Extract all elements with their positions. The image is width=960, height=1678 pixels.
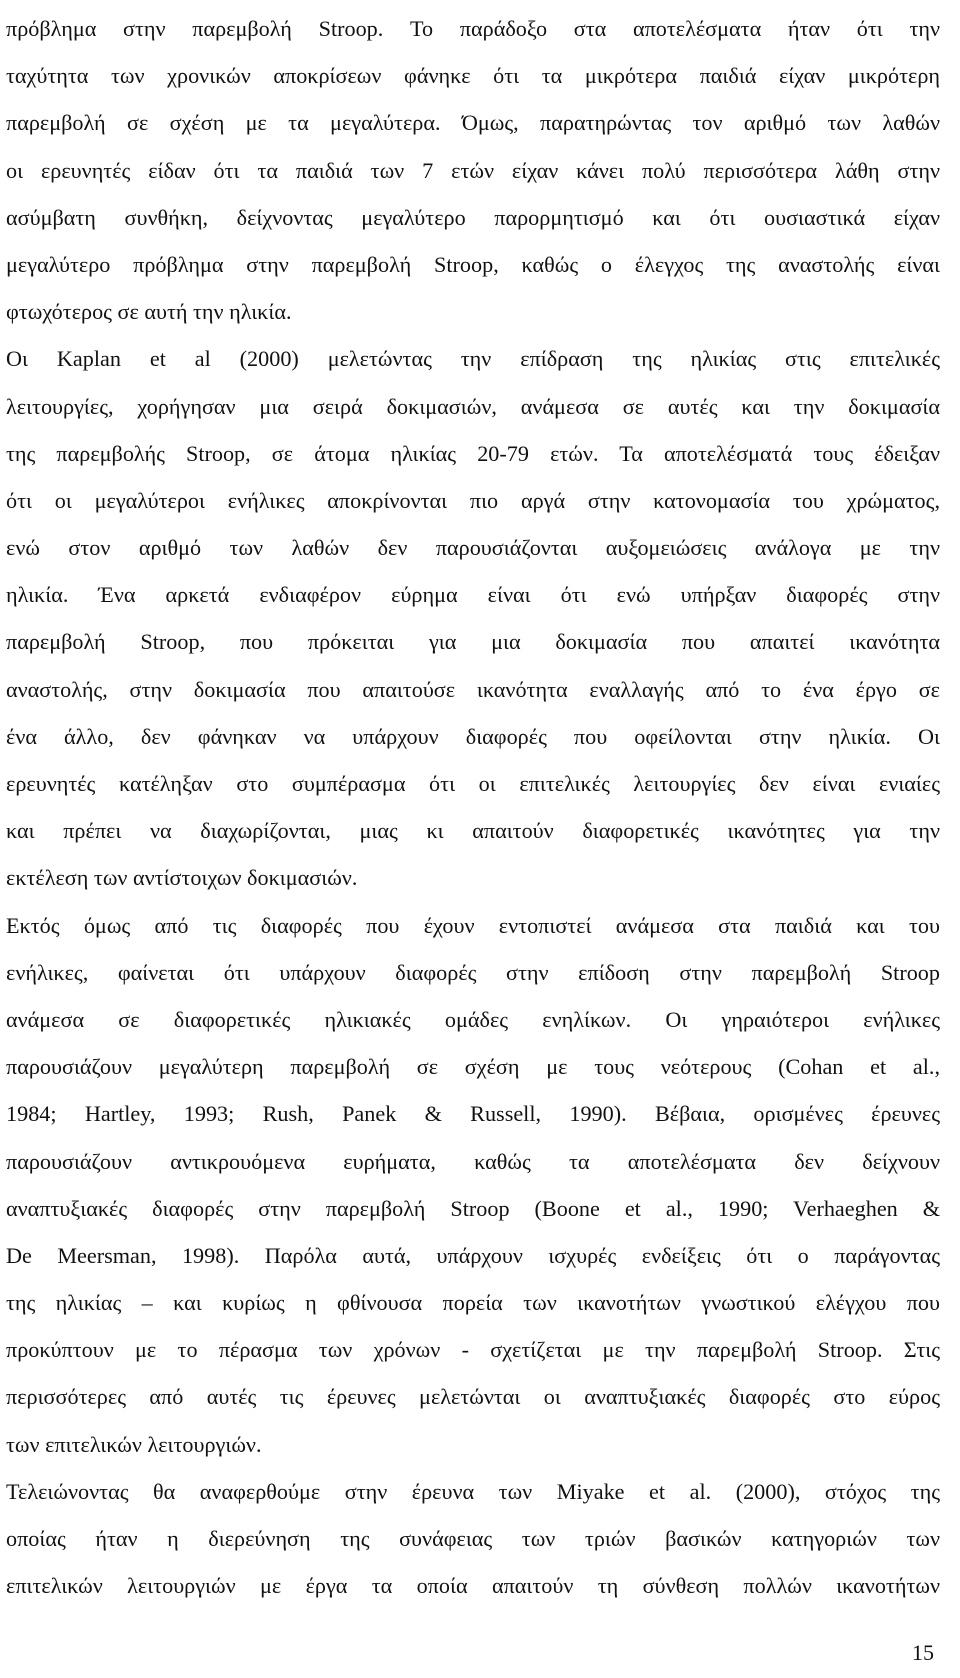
text-line: περισσότερες από αυτές τις έρευνες μελετώνται οι αναπτυξιακές διαφορές στο εύρος bbox=[6, 1384, 940, 1410]
text-line: επιτελικών λειτουργιών με έργα τα οποία απαιτούν τη σύνθεση πολλών ικανοτήτων bbox=[6, 1573, 940, 1599]
text-line: Οι Kaplan et al (2000) μελετώντας την επίδραση της ηλικίας στις επιτελικές bbox=[6, 346, 940, 372]
text-line: λειτουργίες, χορήγησαν μια σειρά δοκιμασιών, ανάμεσα σε αυτές και την δοκιμασία bbox=[6, 393, 940, 419]
text-line: αναστολής, στην δοκιμασία που απαιτούσε ικανότητα εναλλαγής από το ένα έργο σε bbox=[6, 676, 940, 702]
text-line: της ηλικίας – και κυρίως η φθίνουσα πορεία των ικανοτήτων γνωστικού ελέγχου που bbox=[6, 1290, 940, 1316]
paragraph-2 bbox=[6, 335, 940, 901]
text-line: ένα άλλο, δεν φάνηκαν να υπάρχουν διαφορές που οφείλονται στην ηλικία. Οι bbox=[6, 723, 940, 749]
text-line: της παρεμβολής Stroop, σε άτομα ηλικίας 20-79 ετών. Τα αποτελέσματά τους έδειξαν bbox=[6, 440, 940, 466]
text-line: εκτέλεση των αντίστοιχων δοκιμασιών. bbox=[6, 865, 358, 891]
text-line: και πρέπει να διαχωρίζονται, μιας κι απαιτούν διαφορετικές ικανότητες για την bbox=[6, 818, 940, 844]
paragraph-3 bbox=[6, 902, 940, 1468]
text-line: φτωχότερος σε αυτή την ηλικία. bbox=[6, 299, 292, 325]
paragraph-4 bbox=[6, 1468, 940, 1610]
page-number: 15 bbox=[912, 1640, 934, 1665]
text-line: οποίας ήταν η διερεύνηση της συνάφειας των τριών βασικών κατηγοριών των bbox=[6, 1526, 940, 1551]
text-line: 1984; Hartley, 1993; Rush, Panek & Russell, 1990). Βέβαια, ορισμένες έρευνες bbox=[6, 1101, 940, 1127]
paragraph-1 bbox=[6, 5, 940, 335]
text-line: πρόβλημα στην παρεμβολή Stroop. Το παράδοξο στα αποτελέσματα ήταν ότι την bbox=[6, 16, 940, 41]
text-line: ηλικία. Ένα αρκετά ενδιαφέρον εύρημα είναι ότι ενώ υπήρξαν διαφορές στην bbox=[6, 582, 940, 608]
text-line: ενώ στον αριθμό των λαθών δεν παρουσιάζονται αυξομειώσεις ανάλογα με την bbox=[6, 535, 940, 561]
text-line: ερευνητές κατέληξαν στο συμπέρασμα ότι οι επιτελικές λειτουργίες δεν είναι ενιαίες bbox=[6, 771, 940, 796]
text-line: ταχύτητα των χρονικών αποκρίσεων φάνηκε ότι τα μικρότερα παιδιά είχαν μικρότερη bbox=[6, 63, 940, 89]
text-line: παρουσιάζουν μεγαλύτερη παρεμβολή σε σχέση με τους νεότερους (Cohan et al., bbox=[6, 1054, 940, 1080]
text-line: προκύπτουν με το πέρασμα των χρόνων - σχετίζεται με την παρεμβολή Stroop. Στις bbox=[6, 1337, 940, 1363]
text-line: ότι οι μεγαλύτεροι ενήλικες αποκρίνονται πιο αργά στην κατονομασία του χρώματος, bbox=[6, 487, 940, 513]
text-line: ανάμεσα σε διαφορετικές ηλικιακές ομάδες ενηλίκων. Οι γηραιότεροι ενήλικες bbox=[6, 1006, 940, 1032]
text-line: De Meersman, 1998). Παρόλα αυτά, υπάρχουν ισχυρές ενδείξεις ότι ο παράγοντας bbox=[6, 1242, 940, 1268]
text-line: οι ερευνητές είδαν ότι τα παιδιά των 7 ετών είχαν κάνει πολύ περισσότερα λάθη στην bbox=[6, 157, 940, 183]
text-line: των επιτελικών λειτουργιών. bbox=[6, 1431, 262, 1457]
text-line: μεγαλύτερο πρόβλημα στην παρεμβολή Stroop, καθώς ο έλεγχος της αναστολής είναι bbox=[6, 251, 940, 277]
text-line: ενήλικες, φαίνεται ότι υπάρχουν διαφορές στην επίδοση στην παρεμβολή Stroop bbox=[6, 959, 940, 985]
text-line: ασύμβατη συνθήκη, δείχνοντας μεγαλύτερο παρορμητισμό και ότι ουσιαστικά είχαν bbox=[6, 204, 940, 230]
body-text bbox=[6, 5, 940, 1609]
text-line: παρεμβολή σε σχέση με τα μεγαλύτερα. Όμως, παρατηρώντας τον αριθμό των λαθών bbox=[6, 110, 940, 136]
text-line: αναπτυξιακές διαφορές στην παρεμβολή Stroop (Boone et al., 1990; Verhaeghen & bbox=[6, 1195, 940, 1221]
text-line: παρουσιάζουν αντικρουόμενα ευρήματα, καθώς τα αποτελέσματα δεν δείχνουν bbox=[6, 1148, 940, 1174]
text-line: Εκτός όμως από τις διαφορές που έχουν εντοπιστεί ανάμεσα στα παιδιά και του bbox=[6, 912, 940, 938]
text-line: παρεμβολή Stroop, που πρόκειται για μια δοκιμασία που απαιτεί ικανότητα bbox=[6, 629, 940, 655]
text-line: Τελειώνοντας θα αναφερθούμε στην έρευνα των Miyake et al. (2000), στόχος της bbox=[6, 1478, 940, 1504]
